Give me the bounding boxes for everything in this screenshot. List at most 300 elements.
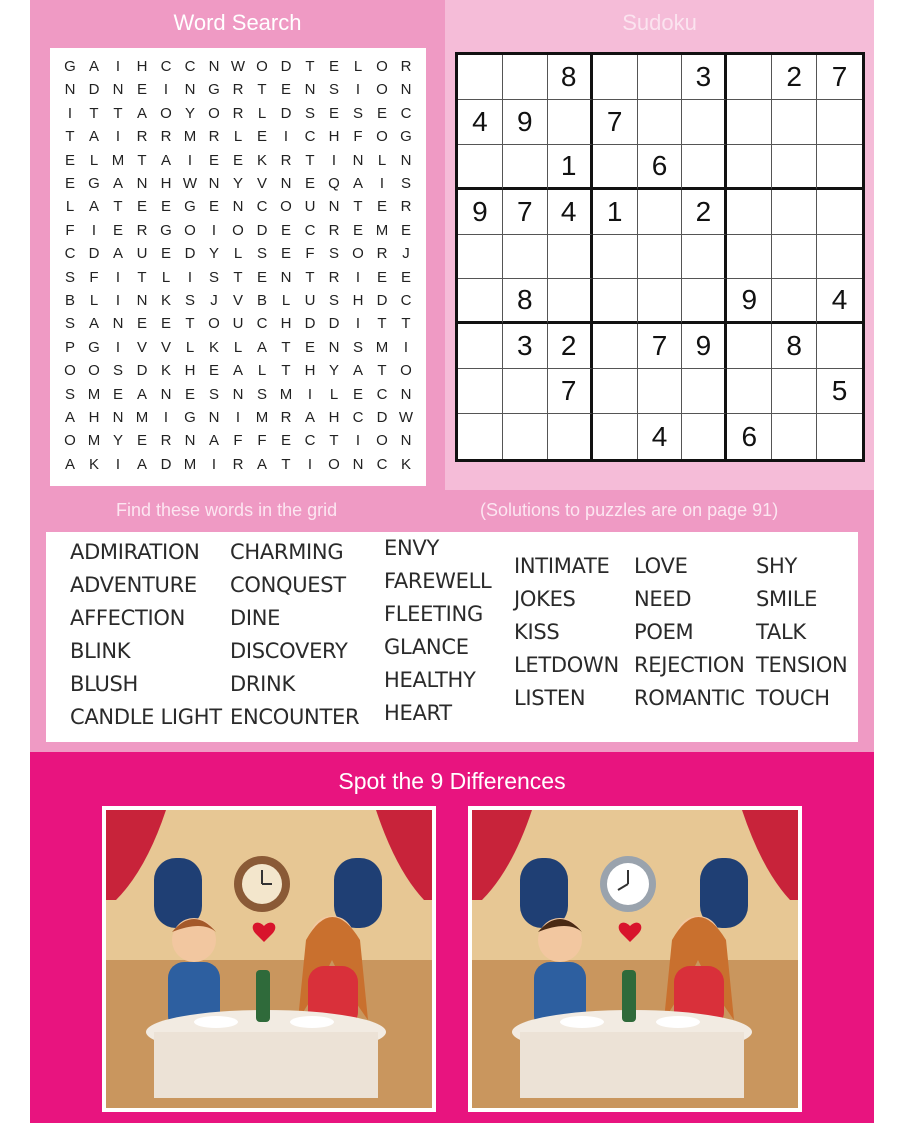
tablecloth: [520, 1032, 744, 1098]
word-search-letter: T: [113, 104, 123, 122]
sudoku-cell[interactable]: [638, 235, 683, 280]
word-search-letter: I: [307, 385, 313, 403]
word-search-letter: H: [352, 292, 364, 309]
sudoku-cell[interactable]: [682, 279, 727, 324]
word-search-letter: A: [88, 58, 99, 75]
word-search-letter: I: [355, 81, 361, 99]
word-search-letter: A: [136, 385, 147, 403]
sudoku-cell[interactable]: [593, 145, 638, 190]
word-search-letter: T: [137, 268, 147, 286]
window-right: [700, 858, 748, 928]
sudoku-cell[interactable]: 4: [638, 414, 683, 459]
word-search-letter: C: [376, 385, 388, 403]
word-search-letter: R: [136, 221, 148, 239]
word-search-letter: T: [329, 432, 339, 450]
word-search-letter: K: [400, 455, 411, 473]
word-search-letter: M: [135, 409, 149, 426]
word-search-letter: H: [304, 362, 316, 380]
word-search-letter: A: [352, 175, 363, 192]
sudoku-cell[interactable]: 9: [503, 100, 548, 145]
word-search-letter: A: [112, 175, 123, 192]
sudoku-cell[interactable]: [817, 145, 862, 190]
sudoku-cell[interactable]: [638, 279, 683, 324]
word-search-letter: D: [304, 315, 316, 333]
word-search-letter: C: [64, 245, 76, 263]
word-search-letter: N: [352, 455, 364, 473]
sudoku-cell[interactable]: 9: [682, 324, 727, 369]
word-search-letter: O: [376, 58, 388, 75]
sudoku-cell[interactable]: [503, 145, 548, 190]
word-search-row: [50, 290, 426, 312]
sudoku-cell[interactable]: [817, 235, 862, 280]
word-search-letter: N: [304, 81, 316, 99]
sudoku-cell[interactable]: [772, 190, 817, 235]
word-search-letter: N: [232, 198, 244, 216]
sudoku-cell[interactable]: 7: [593, 100, 638, 145]
word-search-letter: D: [280, 104, 292, 122]
sudoku-cell[interactable]: [593, 369, 638, 414]
word-search-letter: O: [400, 362, 412, 380]
word-list-item: GLANCE: [384, 635, 469, 659]
word-list-item: HEALTHY: [384, 668, 476, 692]
word-search-letter: M: [375, 338, 389, 356]
sudoku-cell[interactable]: [772, 279, 817, 324]
word-search-letter: E: [232, 151, 243, 169]
word-search-letter: O: [376, 81, 388, 99]
sudoku-cell[interactable]: [772, 369, 817, 414]
word-search-letter: A: [112, 245, 123, 263]
word-search-grid: [50, 48, 426, 486]
word-search-letter: E: [400, 221, 411, 239]
word-search-letter: O: [256, 58, 268, 75]
word-search-letter: L: [161, 268, 171, 286]
spot-differences-section: [30, 752, 874, 1123]
sudoku-cell[interactable]: [548, 100, 593, 145]
word-search-letter: A: [256, 338, 267, 356]
word-list-item: ROMANTIC: [634, 686, 745, 710]
word-search-letter: T: [353, 198, 363, 216]
sudoku-cell[interactable]: [503, 414, 548, 459]
word-search-letter: N: [112, 409, 124, 426]
word-search-letter: L: [257, 362, 267, 380]
sudoku-cell[interactable]: 7: [817, 55, 862, 100]
word-search-letter: D: [376, 409, 388, 426]
word-search-letter: T: [89, 104, 99, 122]
word-search-letter: T: [377, 315, 387, 333]
word-search-letter: R: [232, 104, 244, 122]
word-list-item: HEART: [384, 701, 452, 725]
word-search-letter: L: [65, 198, 75, 216]
word-search-letter: E: [208, 151, 219, 169]
word-search-letter: E: [280, 81, 291, 99]
word-search-letter: N: [280, 175, 292, 192]
sudoku-cell[interactable]: 7: [638, 324, 683, 369]
word-search-letter: C: [160, 58, 172, 75]
word-search-letter: I: [115, 268, 121, 286]
word-search-row: [50, 360, 426, 382]
sudoku-cell[interactable]: 2: [682, 190, 727, 235]
sudoku-cell[interactable]: [727, 55, 772, 100]
word-list-band: [30, 490, 874, 752]
word-search-letter: O: [352, 245, 364, 263]
sudoku-cell[interactable]: [682, 235, 727, 280]
word-search-letter: L: [233, 338, 243, 356]
word-list-item: SMILE: [756, 587, 818, 611]
word-search-letter: G: [88, 338, 100, 356]
word-search-letter: E: [280, 245, 291, 263]
word-search-letter: S: [304, 104, 315, 122]
word-search-letter: O: [328, 455, 340, 473]
word-search-letter: G: [184, 409, 196, 426]
sudoku-cell[interactable]: [458, 235, 503, 280]
word-search-letter: N: [184, 432, 196, 450]
sudoku-cell[interactable]: 8: [772, 324, 817, 369]
word-search-letter: A: [136, 455, 147, 473]
sudoku-cell[interactable]: [593, 279, 638, 324]
word-search-letter: D: [136, 362, 148, 380]
word-search-letter: N: [112, 315, 124, 333]
word-list-item: REJECTION: [634, 653, 745, 677]
spot-differences-title: Spot the 9 Differences: [338, 768, 566, 794]
word-search-title: Word Search: [173, 10, 302, 35]
sudoku-cell[interactable]: [638, 100, 683, 145]
word-search-letter: S: [64, 315, 75, 333]
word-search-row: [50, 79, 426, 101]
word-search-letter: S: [112, 362, 123, 380]
sudoku-cell[interactable]: 5: [817, 369, 862, 414]
word-search-letter: E: [112, 385, 123, 403]
sudoku-cell[interactable]: [772, 414, 817, 459]
word-search-letter: E: [304, 338, 315, 356]
sudoku-cell[interactable]: [593, 414, 638, 459]
word-search-letter: T: [257, 81, 267, 99]
word-search-letter: E: [376, 268, 387, 286]
word-search-letter: W: [230, 58, 246, 75]
word-search-letter: J: [210, 292, 218, 309]
word-search-letter: G: [160, 221, 172, 239]
word-search-letter: F: [233, 432, 243, 450]
word-search-letter: T: [401, 315, 411, 333]
word-search-letter: L: [89, 292, 99, 309]
word-search-letter: C: [376, 455, 388, 473]
sudoku-cell[interactable]: [458, 279, 503, 324]
word-search-panel: [30, 0, 445, 490]
word-search-letter: E: [184, 385, 195, 403]
word-search-letter: N: [400, 385, 412, 403]
sudoku-cell[interactable]: [772, 100, 817, 145]
sudoku-cell[interactable]: 7: [503, 190, 548, 235]
word-search-letter: D: [88, 245, 100, 263]
sudoku-cell[interactable]: [638, 190, 683, 235]
sudoku-cell[interactable]: [727, 100, 772, 145]
sudoku-cell[interactable]: [727, 190, 772, 235]
word-search-letter: O: [64, 362, 76, 380]
sudoku-cell[interactable]: [593, 324, 638, 369]
word-search-letter: A: [136, 104, 147, 122]
word-search-letter: I: [355, 315, 361, 333]
sudoku-cell[interactable]: [458, 145, 503, 190]
word-search-letter: E: [376, 104, 387, 122]
word-search-letter: I: [115, 292, 121, 309]
word-search-letter: F: [65, 221, 75, 239]
word-search-letter: S: [352, 104, 363, 122]
sudoku-cell[interactable]: [682, 100, 727, 145]
word-search-letter: E: [136, 81, 147, 99]
word-list-item: CONQUEST: [230, 573, 346, 597]
puzzle-page: [30, 0, 874, 1123]
word-search-row: [50, 384, 426, 406]
word-search-letter: E: [304, 175, 315, 192]
word-search-letter: E: [160, 245, 171, 263]
word-list: [46, 532, 858, 742]
sudoku-cell[interactable]: 4: [458, 100, 503, 145]
sudoku-cell[interactable]: [503, 235, 548, 280]
word-search-letter: I: [235, 409, 241, 426]
word-search-letter: M: [255, 409, 269, 426]
word-search-letter: G: [208, 81, 220, 99]
sudoku-title: Sudoku: [622, 10, 697, 35]
word-search-letter: E: [64, 175, 75, 192]
word-search-letter: N: [208, 409, 220, 426]
word-search-letter: C: [304, 221, 316, 239]
word-search-letter: I: [331, 151, 337, 169]
word-list-item: POEM: [634, 620, 694, 644]
word-search-letter: I: [283, 128, 289, 146]
word-search-letter: L: [233, 128, 243, 146]
word-search-letter: O: [376, 128, 388, 146]
word-search-letter: C: [256, 198, 268, 216]
word-search-letter: N: [280, 268, 292, 286]
word-search-letter: H: [328, 128, 340, 146]
word-search-letter: W: [398, 409, 414, 426]
word-search-letter: M: [87, 432, 101, 450]
word-search-letter: N: [160, 385, 172, 403]
sudoku-cell[interactable]: [548, 235, 593, 280]
word-search-letter: O: [376, 432, 388, 450]
word-search-letter: F: [257, 432, 267, 450]
sudoku-cell[interactable]: [817, 100, 862, 145]
word-search-letter: A: [232, 362, 243, 380]
word-search-letter: S: [184, 292, 195, 309]
word-search-letter: N: [184, 81, 196, 99]
word-list-item: DRINK: [230, 672, 295, 696]
word-search-letter: O: [280, 198, 292, 216]
sudoku-cell[interactable]: [458, 324, 503, 369]
sudoku-cell[interactable]: 9: [727, 279, 772, 324]
word-search-letter: I: [163, 409, 169, 426]
word-search-letter: L: [89, 151, 99, 169]
word-search-letter: O: [208, 104, 220, 122]
word-search-letter: A: [160, 151, 171, 169]
word-search-letter: K: [88, 455, 99, 473]
word-list-item: ENCOUNTER: [230, 705, 360, 729]
sudoku-cell[interactable]: [817, 324, 862, 369]
word-search-letter: G: [64, 58, 76, 75]
word-search-row: [50, 243, 426, 265]
word-list-item: NEED: [634, 587, 692, 611]
word-search-letter: E: [112, 221, 123, 239]
scene-image-left: [102, 806, 436, 1112]
word-list-item: FLEETING: [384, 602, 483, 626]
word-list-item: AFFECTION: [70, 606, 186, 630]
word-search-letter: D: [376, 292, 388, 309]
word-search-letter: N: [400, 81, 412, 99]
word-search-letter: T: [113, 198, 123, 216]
word-search-letter: Y: [112, 432, 123, 450]
sudoku-cell[interactable]: [817, 414, 862, 459]
scene-image-right: [468, 806, 802, 1112]
word-search-letter: L: [185, 338, 195, 356]
word-search-letter: E: [328, 58, 339, 75]
sudoku-cell[interactable]: [503, 55, 548, 100]
word-search-row: [50, 337, 426, 359]
sudoku-cell[interactable]: 1: [548, 145, 593, 190]
word-search-letter: R: [280, 409, 292, 426]
sudoku-cell[interactable]: [638, 55, 683, 100]
word-search-letter: T: [377, 362, 387, 380]
word-search-row: [50, 126, 426, 148]
word-search-letter: O: [232, 221, 244, 239]
sudoku-cell[interactable]: [772, 145, 817, 190]
word-search-row: [50, 173, 426, 195]
sudoku-cell[interactable]: 8: [548, 55, 593, 100]
sudoku-cell[interactable]: 3: [682, 55, 727, 100]
word-search-row: [50, 150, 426, 172]
word-search-letter: I: [307, 455, 313, 473]
word-list-item: DINE: [230, 606, 281, 630]
sudoku-cell[interactable]: 6: [638, 145, 683, 190]
sudoku-cell[interactable]: [682, 145, 727, 190]
word-search-letter: U: [136, 245, 148, 263]
sudoku-cell[interactable]: [727, 235, 772, 280]
word-search-letter: L: [377, 151, 387, 169]
word-search-letter: H: [280, 315, 292, 333]
word-search-letter: Y: [328, 362, 339, 380]
word-search-letter: E: [136, 432, 147, 450]
sudoku-cell[interactable]: [817, 190, 862, 235]
word-search-letter: E: [208, 198, 219, 216]
word-search-letter: I: [115, 338, 121, 356]
sudoku-cell[interactable]: 4: [817, 279, 862, 324]
word-search-letter: N: [232, 385, 244, 403]
word-search-letter: N: [136, 175, 148, 192]
word-search-letter: M: [375, 221, 389, 239]
word-search-letter: E: [280, 432, 291, 450]
sudoku-cell[interactable]: [593, 235, 638, 280]
word-search-letter: E: [136, 315, 147, 333]
sudoku-cell[interactable]: [458, 414, 503, 459]
word-search-letter: D: [184, 245, 196, 263]
word-search-letter: H: [136, 58, 148, 75]
word-search-letter: M: [279, 385, 293, 403]
word-list-item: BLUSH: [70, 672, 139, 696]
word-search-letter: L: [329, 385, 339, 403]
word-search-letter: O: [208, 315, 220, 333]
word-list-item: LOVE: [634, 554, 688, 578]
word-search-letter: I: [187, 151, 193, 169]
sudoku-cell[interactable]: 3: [503, 324, 548, 369]
word-search-letter: A: [64, 409, 75, 426]
sudoku-cell[interactable]: [638, 369, 683, 414]
sudoku-cell[interactable]: [682, 414, 727, 459]
word-search-letter: A: [88, 128, 99, 146]
word-search-letter: E: [376, 198, 387, 216]
word-search-letter: Y: [208, 245, 219, 263]
word-list-item: LETDOWN: [514, 653, 619, 677]
word-search-letter: N: [400, 151, 412, 169]
word-search-letter: E: [280, 221, 291, 239]
word-list-item: LISTEN: [514, 686, 586, 710]
word-search-letter: T: [233, 268, 243, 286]
window-left: [520, 858, 568, 928]
sudoku-cell[interactable]: [458, 55, 503, 100]
sudoku-cell[interactable]: 2: [772, 55, 817, 100]
sudoku-cell[interactable]: 4: [548, 190, 593, 235]
word-search-letter: Q: [328, 175, 340, 192]
word-search-letter: I: [355, 432, 361, 450]
word-search-row: [50, 103, 426, 125]
sudoku-cell[interactable]: 7: [548, 369, 593, 414]
word-search-letter: C: [400, 292, 412, 309]
sudoku-cell[interactable]: [593, 55, 638, 100]
word-search-letter: D: [160, 455, 172, 473]
word-search-letter: N: [208, 175, 220, 192]
sudoku-cell[interactable]: 8: [503, 279, 548, 324]
word-search-letter: R: [328, 221, 340, 239]
word-search-letter: R: [376, 245, 388, 263]
word-search-letter: A: [88, 315, 99, 333]
word-search-letter: E: [328, 104, 339, 122]
sudoku-cell[interactable]: 6: [727, 414, 772, 459]
word-search-letter: I: [187, 268, 193, 286]
sudoku-cell[interactable]: 9: [458, 190, 503, 235]
word-search-letter: T: [185, 315, 195, 333]
word-search-letter: E: [160, 198, 171, 216]
word-search-letter: E: [256, 128, 267, 146]
word-search-letter: N: [352, 151, 364, 169]
word-search-letter: S: [328, 81, 339, 99]
word-search-letter: G: [88, 175, 100, 192]
word-search-letter: R: [160, 432, 172, 450]
word-search-letter: K: [160, 362, 171, 380]
sudoku-cell[interactable]: [727, 369, 772, 414]
sudoku-cell[interactable]: 1: [593, 190, 638, 235]
word-search-letter: A: [352, 362, 363, 380]
word-search-letter: T: [305, 268, 315, 286]
word-list-item: ADMIRATION: [70, 540, 200, 564]
word-search-letter: L: [353, 58, 363, 75]
word-search-letter: U: [304, 292, 316, 309]
sudoku-cell[interactable]: [503, 369, 548, 414]
sudoku-cell[interactable]: [458, 369, 503, 414]
sudoku-cell[interactable]: [727, 324, 772, 369]
sudoku-cell[interactable]: [548, 414, 593, 459]
word-search-letter: V: [160, 338, 171, 356]
sudoku-cell[interactable]: [548, 279, 593, 324]
sudoku-cell[interactable]: 2: [548, 324, 593, 369]
word-search-letter: O: [160, 104, 172, 122]
word-search-letter: A: [256, 455, 267, 473]
word-search-letter: U: [304, 198, 316, 216]
word-search-letter: A: [208, 432, 219, 450]
sudoku-cell[interactable]: [682, 369, 727, 414]
word-list-item: INTIMATE: [514, 554, 610, 578]
word-search-letter: O: [88, 362, 100, 380]
sudoku-cell[interactable]: [727, 145, 772, 190]
word-list-item: JOKES: [514, 587, 576, 611]
sudoku-cell[interactable]: [772, 235, 817, 280]
word-search-letter: B: [64, 292, 75, 309]
